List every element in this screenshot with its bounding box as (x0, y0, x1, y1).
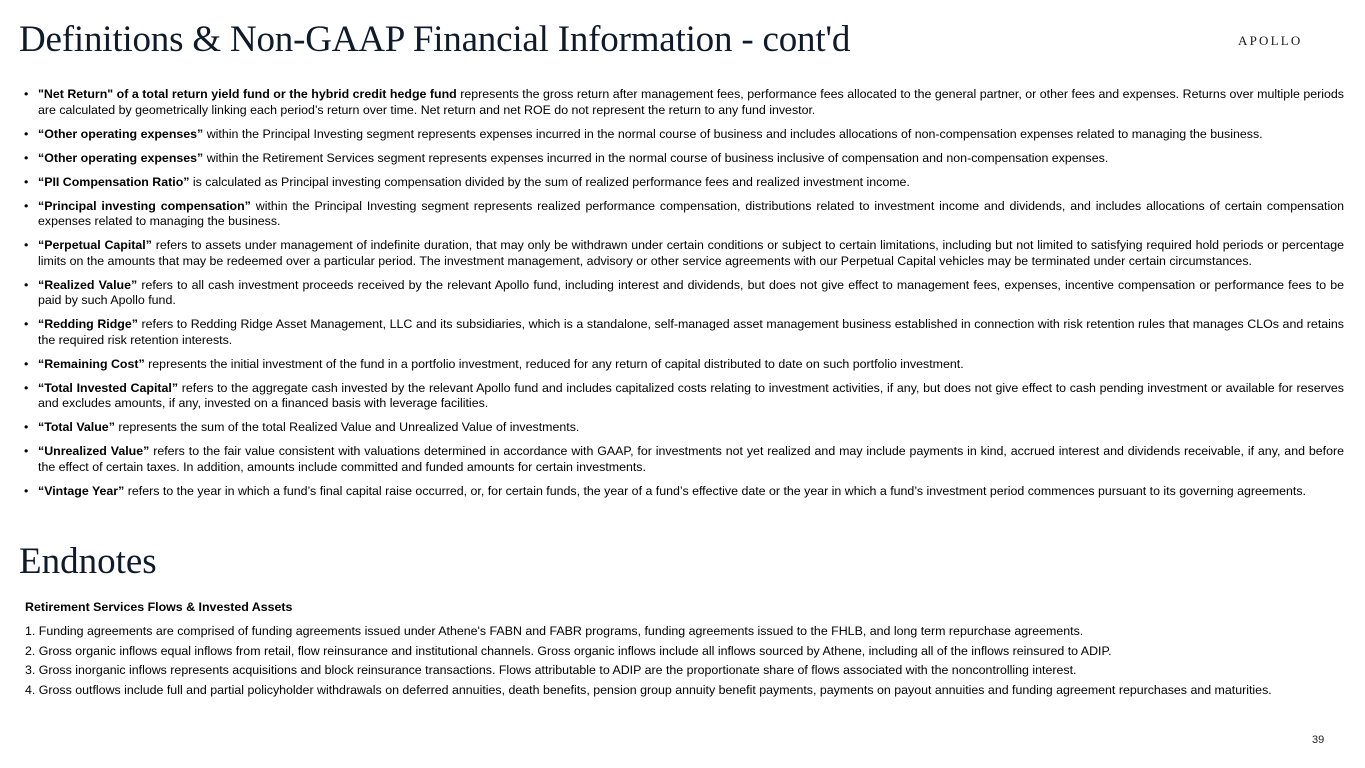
definition-text: refers to assets under management of indefinite duration, that may only be withdrawn under certain conditions or subject to certain limitations, including but not limited to satisfying required hold periods or percentage limits on the amounts that may be redeemed over a particular period. The investment management, advisory or other service agreements with our Perpetual Capital vehicles may be terminated under certain circumstances. (38, 238, 1344, 268)
definition-text: within the Principal Investing segment represents realized performance compensation, distributions related to investment income and dividends, and includes allocations of certain compensation expenses related to managing the business. (38, 198, 1344, 228)
definition-item: • “Principal investing compensation” within the Principal Investing segment represents realized performance compensation, distributions related to investment income and dividends, and includes allocations of certain compensation expenses related to managing the business. (24, 198, 1344, 228)
definition-item: • “PII Compensation Ratio” is calculated as Principal investing compensation divided by the sum of realized performance fees and realized investment income. (24, 174, 910, 189)
apollo-logo: APOLLO (1238, 33, 1303, 48)
endnote-item: 4. Gross outflows include full and partial policyholder withdrawals on deferred annuities, death benefits, pension group annuity benefit payments, payments on payout annuities and funding agreement repurchases and maturities. (25, 683, 1272, 698)
definition-item: • “Total Invested Capital” refers to the aggregate cash invested by the relevant Apollo fund and includes capitalized costs relating to investment activities, if any, but does not give effect to cash pending investment or available for reserves and excludes amounts, if any, invested on a financed basis with leverage facilities. (24, 380, 1344, 410)
definition-term: “Remaining Cost” (38, 356, 145, 371)
endnotes-subheading: Retirement Services Flows & Invested Assets (25, 600, 293, 614)
definition-item: • “Total Value” represents the sum of the total Realized Value and Unrealized Value of investments. (24, 420, 580, 434)
definition-term: “Other operating expenses” (38, 126, 204, 141)
endnotes-title: Endnotes (19, 541, 157, 582)
definition-term: "Net Return" of a total return yield fund or the hybrid credit hedge fund (38, 87, 457, 101)
definition-text: refers to the aggregate cash invested by the relevant Apollo fund and includes capitalized costs relating to investment activities, if any, but does not give effect to cash pending investment or available for reserves and excludes amounts, if any, invested on a financed basis with leverage facilities. (38, 380, 1344, 410)
definition-item: • “Perpetual Capital” refers to assets under management of indefinite duration, that may only be withdrawn under certain conditions or subject to certain limitations, including but not limited to satisfying required hold periods or percentage limits on the amounts that may be redeemed over a particular period. The investment management, advisory or other service agreements with our Perpetual Capital vehicles may be terminated under certain circumstances. (24, 238, 1344, 268)
definition-item: • “Remaining Cost” represents the initial investment of the fund in a portfolio investment, reduced for any return of capital distributed to date on such portfolio investment. (24, 356, 964, 371)
page-number: 39 (1312, 734, 1325, 746)
definition-text: represents the gross return after management fees, performance fees allocated to the general partner, or other fees and expenses. Returns over multiple periods are calculated by geometrically linking each period’s return over time. Net return and net ROE do not represent the return to any fund investor. (38, 87, 1344, 117)
definition-term: “Unrealized Value” (38, 444, 150, 458)
definition-term: “Redding Ridge” (38, 317, 138, 331)
endnotes-list (25, 624, 1345, 703)
definition-item: • “Vintage Year” refers to the year in which a fund’s final capital raise occurred, or, for certain funds, the year of a fund’s effective date or the year in which a fund’s investment period commences pursuant to its governing agreements. (24, 483, 1306, 498)
endnote-item: 2. Gross organic inflows equal inflows from retail, flow reinsurance and institutional channels. Gross organic inflows include all inflows sourced by Athene, including all of the inflows reinsured to ADIP. (25, 643, 1112, 658)
definition-text: represents the sum of the total Realized Value and Unrealized Value of investments. (114, 420, 580, 434)
definition-term: “Perpetual Capital” (38, 238, 152, 252)
definition-term: “Principal investing compensation” (38, 198, 251, 213)
definition-term: “PII Compensation Ratio” (38, 174, 190, 189)
definition-item: • “Redding Ridge” refers to Redding Ridge Asset Management, LLC and its subsidiaries, which is a standalone, self-managed asset management business established in connection with risk retention rules that manages CLOs and retains the required risk retention interests. (24, 317, 1344, 347)
page-title: Definitions & Non-GAAP Financial Information - cont'd (19, 19, 851, 60)
definition-item: • “Other operating expenses” within the Retirement Services segment represents expenses incurred in the normal course of business inclusive of compensation and non-compensation expenses. (24, 150, 1109, 165)
definition-item: • "Net Return" of a total return yield fund or the hybrid credit hedge fund represents the gross return after management fees, performance fees allocated to the general partner, or other fees and expenses. Returns over multiple periods are calculated by geometrically linking each period’s return over time. Net return and net ROE do not represent the return to any fund investor. (24, 87, 1344, 117)
definitions-list (24, 87, 1344, 508)
definition-item: • “Other operating expenses” within the Principal Investing segment represents expenses incurred in the normal course of business and includes allocations of non-compensation expenses related to managing the business. (24, 126, 1263, 141)
endnote-item: 3. Gross inorganic inflows represents acquisitions and block reinsurance transactions. Flows attributable to ADIP are the proportionate share of flows associated with the noncontrolling interest. (25, 663, 1077, 678)
definition-text: refers to all cash investment proceeds received by the relevant Apollo fund, including interest and dividends, but does not give effect to management fees, expenses, incentive compensation or performance fees to be paid by such Apollo fund. (38, 277, 1345, 307)
definition-text: within the Retirement Services segment represents expenses incurred in the normal course of business inclusive of compensation and non-compensation expenses. (203, 150, 1109, 165)
definition-text: refers to the fair value consistent with valuations determined in accordance with GAAP, for investments not yet realized and may include payments in kind, accrued interest and dividends receivable, if any, and before the effect of certain taxes. In addition, amounts include committed and funded amounts for certain investments. (38, 444, 1344, 474)
definition-item: • “Realized Value” refers to all cash investment proceeds received by the relevant Apollo fund, including interest and dividends, but does not give effect to management fees, expenses, incentive compensation or performance fees to be paid by such Apollo fund. (24, 277, 1345, 307)
definition-text: is calculated as Principal investing compensation divided by the sum of realized performance fees and realized investment income. (189, 174, 910, 189)
definition-term: “Total Invested Capital” (38, 380, 179, 395)
definition-term: “Realized Value” (38, 277, 138, 292)
definition-term: “Total Value” (38, 420, 115, 434)
definition-text: represents the initial investment of the fund in a portfolio investment, reduced for any return of capital distributed to date on such portfolio investment. (144, 356, 964, 371)
definition-text: within the Principal Investing segment represents expenses incurred in the normal course of business and includes allocations of non-compensation expenses related to managing the business. (203, 126, 1263, 141)
definition-text: refers to the year in which a fund’s final capital raise occurred, or, for certain funds, the year of a fund’s effective date or the year in which a fund’s investment period commences pursuant to its governing agreements. (124, 483, 1306, 498)
definition-term: “Other operating expenses” (38, 150, 204, 165)
endnote-item: 1. Funding agreements are comprised of funding agreements issued under Athene's FABN and FABR programs, funding agreements issued to the FHLB, and long term repurchase agreements. (25, 624, 1084, 638)
definition-item: • “Unrealized Value” refers to the fair value consistent with valuations determined in accordance with GAAP, for investments not yet realized and may include payments in kind, accrued interest and dividends receivable, if any, and before the effect of certain taxes. In addition, amounts include committed and funded amounts for certain investments. (24, 444, 1344, 474)
definition-term: “Vintage Year” (38, 483, 125, 498)
definition-text: refers to Redding Ridge Asset Management, LLC and its subsidiaries, which is a standalone, self-managed asset management business established in connection with risk retention rules that manages CLOs and retains the required risk retention interests. (38, 317, 1344, 347)
